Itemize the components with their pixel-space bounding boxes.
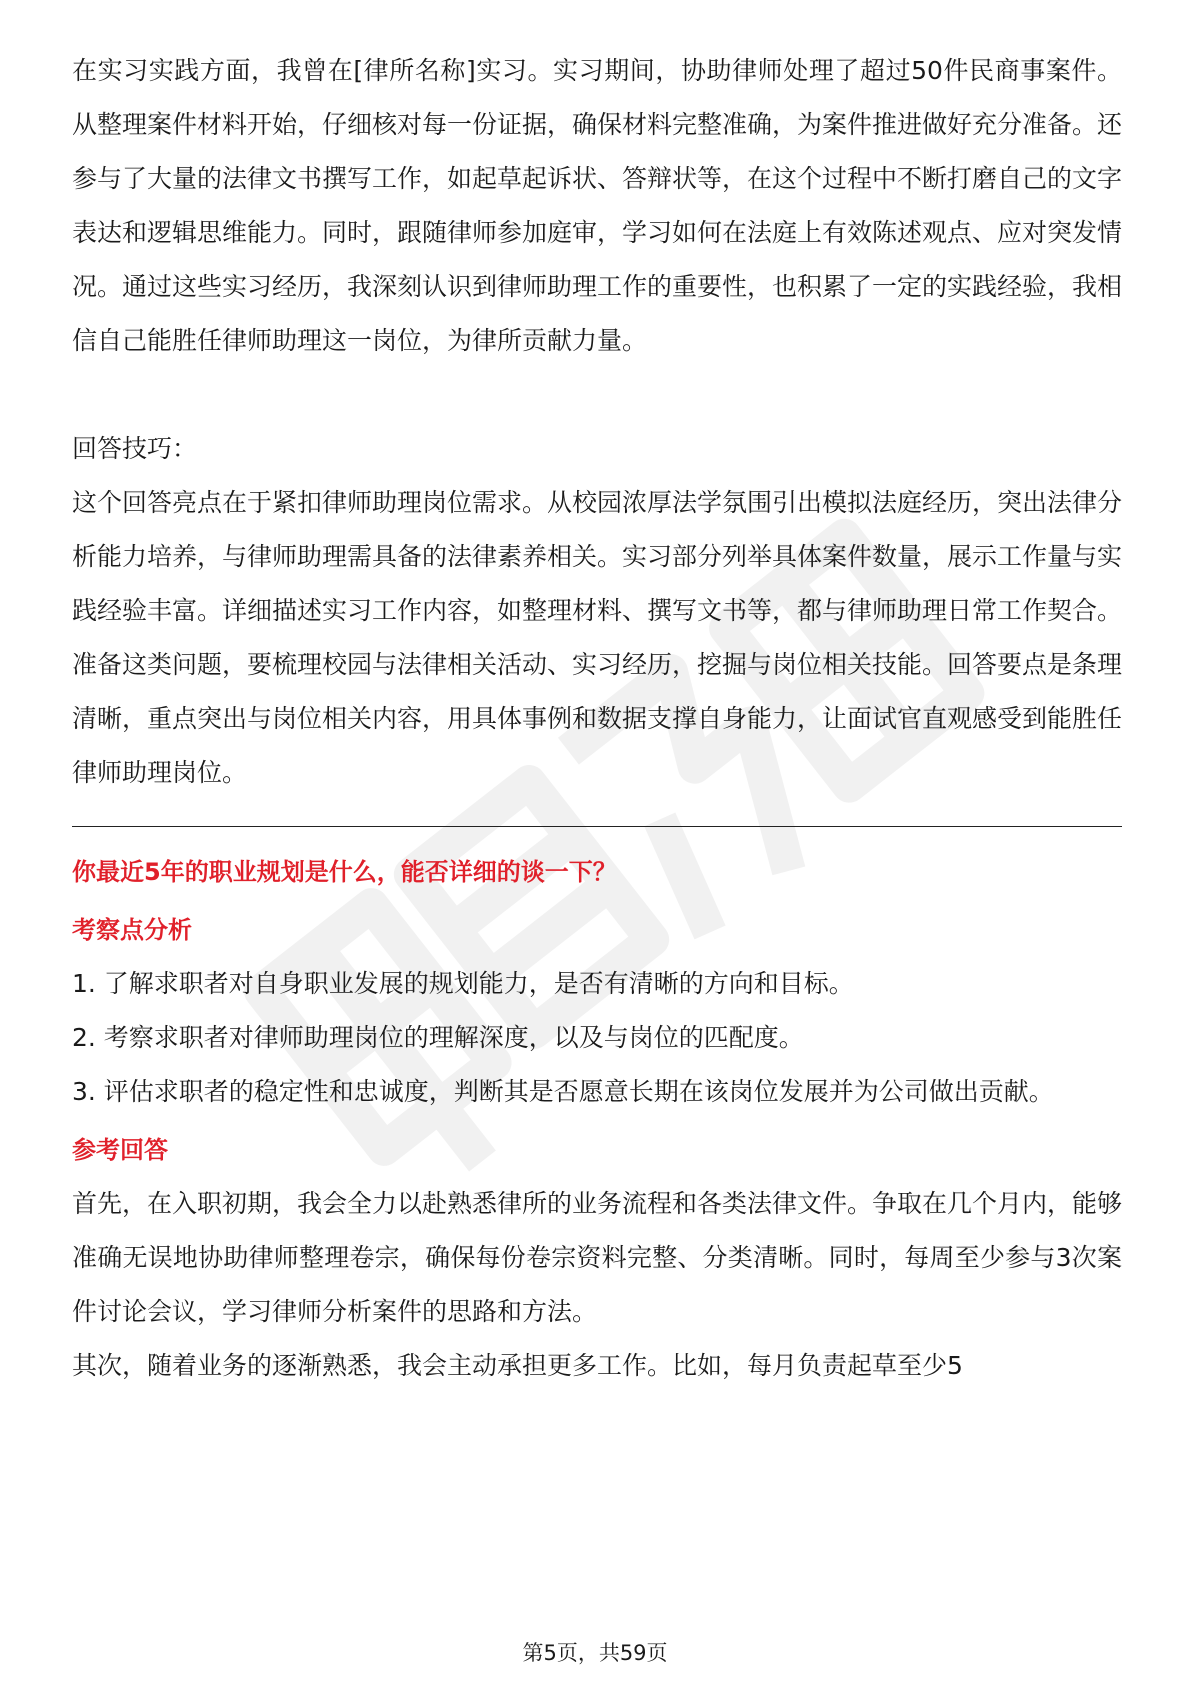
reference-paragraph: 其次，随着业务的逐渐熟悉，我会主动承担更多工作。比如，每月负责起草至少5 bbox=[72, 1351, 963, 1380]
tips-label: 回答技巧： bbox=[72, 434, 198, 463]
page-content bbox=[72, 44, 1122, 1393]
tips-paragraph: 这个回答亮点在于紧扣律师助理岗位需求。从校园浓厚法学氛围引出模拟法庭经历，突出法律分析能力培养，与律师助理需具备的法律素养相关。实习部分列举具体案件数量，展示工作量与实践经验丰富。详细描述实习工作内容，如整理材料、撰写文书等，都与律师助理日常工作契合。准备这类问题，要梳理校园与法律相关活动、实习经历，挖掘与岗位相关技能。回答要点是条理清晰，重点突出与岗位相关内容，用具体事例和数据支撑自身能力，让面试官直观感受到能胜任律师助理岗位。 bbox=[72, 488, 1123, 787]
analysis-item: 2. 考察求职者对律师助理岗位的理解深度，以及与岗位的匹配度。 bbox=[72, 1023, 804, 1052]
analysis-item: 3. 评估求职者的稳定性和忠诚度，判断其是否愿意长期在该岗位发展并为公司做出贡献。 bbox=[72, 1077, 1054, 1106]
reference-paragraph: 首先，在入职初期，我会全力以赴熟悉律所的业务流程和各类法律文件。争取在几个月内，能够准确无误地协助律师整理卷宗，确保每份卷宗资料完整、分类清晰。同时，每周至少参与3次案件讨论会议，学习律师分析案件的思路和方法。 bbox=[72, 1189, 1123, 1326]
analysis-item: 1. 了解求职者对自身职业发展的规划能力，是否有清晰的方向和目标。 bbox=[72, 969, 854, 998]
intro-paragraph: 在实习实践方面，我曾在[律所名称]实习。实习期间，协助律师处理了超过50件民商事案件。从整理案件材料开始，仔细核对每一份证据，确保材料完整准确，为案件推进做好充分准备。还参与了大量的法律文书撰写工作，如起草起诉状、答辩状等，在这个过程中不断打磨自己的文字表达和逻辑思维能力。同时，跟随律师参加庭审，学习如何在法庭上有效陈述观点、应对突发情况。通过这些实习经历，我深刻认识到律师助理工作的重要性，也积累了一定的实践经验，我相信自己能胜任律师助理这一岗位，为律所贡献力量。 bbox=[72, 56, 1123, 355]
analysis-heading: 考察点分析 bbox=[72, 916, 192, 944]
question-title: 你最近5年的职业规划是什么，能否详细的谈一下？ bbox=[72, 858, 617, 886]
page-number: 第5页，共59页 bbox=[522, 1641, 668, 1665]
reference-heading: 参考回答 bbox=[72, 1136, 168, 1164]
section-divider bbox=[72, 826, 1122, 827]
analysis-list bbox=[72, 957, 1122, 1119]
